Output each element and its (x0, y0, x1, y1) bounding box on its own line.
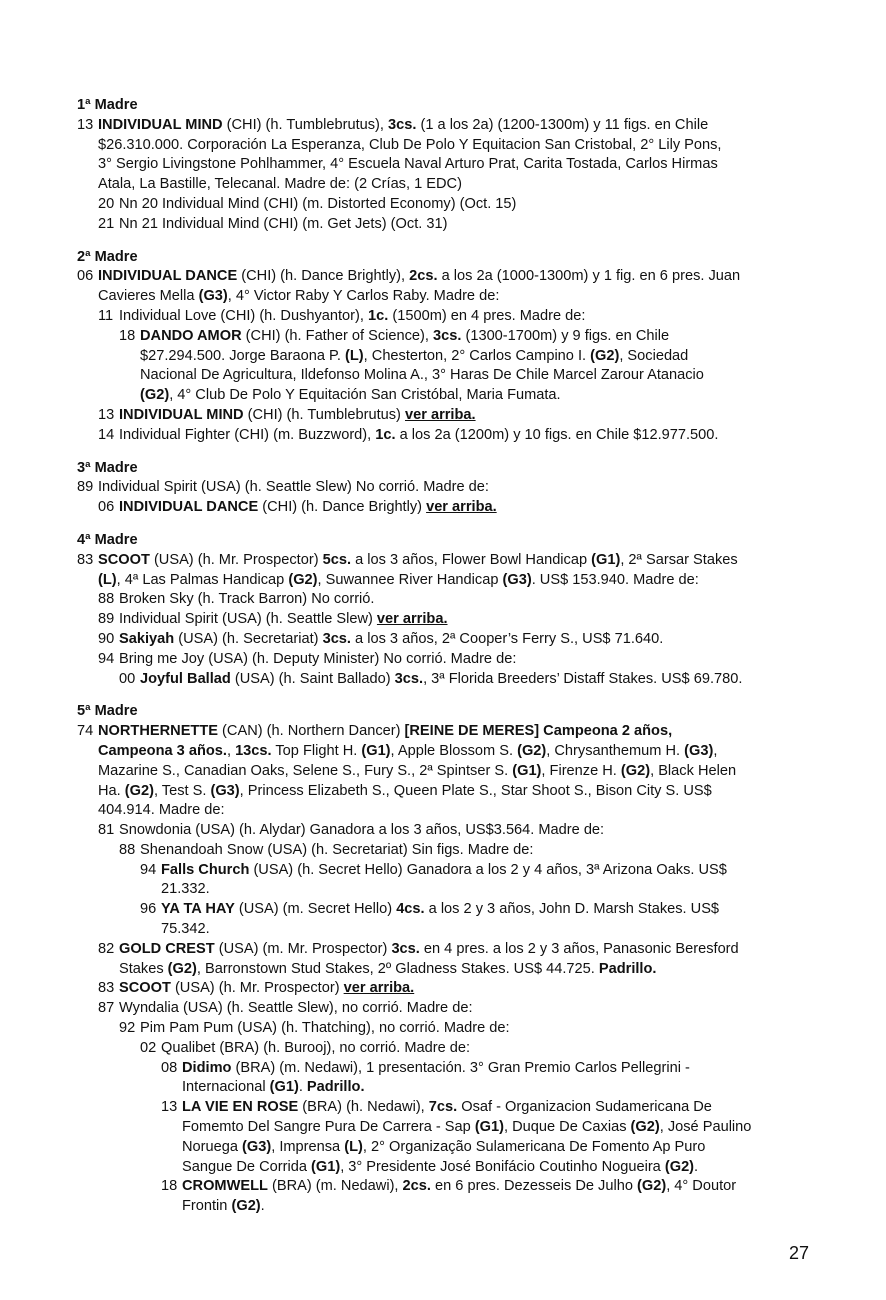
entry-line (98, 478, 817, 498)
bold-text: Joyful Ballad (140, 670, 231, 687)
text-run: Noruega (182, 1138, 243, 1155)
entry-text (98, 195, 817, 215)
text-run: Cavieres Mella (98, 288, 199, 305)
entry-line (119, 979, 817, 999)
pedigree-entry (98, 590, 817, 610)
pedigree-entry (161, 1177, 817, 1217)
text-run: , 2° Organização Sulamericana De Fomento Ap Puro (362, 1138, 706, 1155)
entry-text (98, 406, 817, 426)
entry-line (182, 1158, 817, 1178)
text-run: , Princess Elizabeth S., Queen Plate S., Star Shoot S., Bison City S. US$ (239, 782, 712, 799)
bold-text: CROMWELL (182, 1178, 268, 1195)
entry-line (119, 999, 817, 1019)
birth-year: 89 (77, 479, 94, 496)
entry-text (98, 610, 817, 630)
text-run: (USA) (m. Mr. Prospector) (214, 940, 392, 957)
text-run: Qualibet (BRA) (h. Burooj), no corrió. Madre de: (161, 1039, 471, 1056)
text-run: Frontin (182, 1198, 232, 1215)
text-run: Nn 20 Individual Mind (CHI) (m. Distorted Economy) (Oct. 15) (119, 195, 517, 212)
text-run: Broken Sky (h. Track Barron) No corrió. (119, 591, 375, 608)
entry-line (140, 1019, 817, 1039)
entry-line (140, 670, 817, 690)
bold-text: (L) (345, 347, 364, 364)
birth-year: 21 (98, 215, 115, 232)
pedigree-entry (77, 722, 817, 821)
text-run: a los 2a (1000-1300m) y 1 fig. en 6 pres. Juan (437, 268, 741, 285)
birth-year: 18 (161, 1178, 178, 1195)
entry-line (119, 610, 817, 630)
bold-text: (G3) (242, 1138, 272, 1155)
bold-text: 3cs. (388, 116, 417, 133)
pedigree-entry (140, 900, 817, 940)
entry-text (98, 940, 817, 980)
birth-year: 88 (98, 591, 115, 608)
pedigree-entry (98, 215, 817, 235)
text-run: , Imprensa (271, 1138, 345, 1155)
entry-line (140, 327, 817, 347)
text-run: , Suwannee River Handicap (317, 571, 503, 588)
bold-text: (G1) (591, 551, 621, 568)
birth-year: 13 (161, 1099, 178, 1116)
text-run: (USA) (h. Saint Ballado) (230, 670, 395, 687)
bold-text: 1c. (368, 307, 389, 324)
entry-line (119, 215, 817, 235)
pedigree-entry (77, 116, 817, 195)
entry-line (98, 782, 817, 802)
entry-line (140, 386, 817, 406)
bold-text: (G3) (684, 742, 714, 759)
bold-text: Didimo (182, 1059, 232, 1076)
text-run: , Sociedad (619, 347, 689, 364)
text-run: Stakes (119, 960, 168, 977)
bold-text: INDIVIDUAL MIND (119, 406, 244, 423)
section-heading: 1ª Madre (77, 97, 138, 113)
bold-text: (G2) (590, 347, 620, 364)
entry-line (119, 960, 817, 980)
entry-text (98, 821, 817, 841)
entry-text (161, 1059, 817, 1099)
text-run: , 3ª Florida Breeders’ Distaff Stakes. US$ 69.780. (423, 670, 743, 687)
text-run: (1500m) en 4 pres. Madre de: (388, 307, 586, 324)
text-run: (BRA) (h. Nedawi), (298, 1099, 429, 1116)
text-run: a los 2a (1200m) y 10 figs. en Chile $12.977.500. (395, 426, 719, 443)
pedigree-entry (140, 861, 817, 901)
birth-year: 11 (98, 307, 114, 324)
text-run: , 2ª Sarsar Stakes (620, 551, 738, 568)
text-run: , Black Helen (650, 762, 737, 779)
text-run: Top Flight H. (271, 742, 362, 759)
bold-text: 1c. (375, 426, 396, 443)
bold-text: 3cs. (391, 940, 420, 957)
entry-line (140, 841, 817, 861)
bold-text: (G2) (664, 1158, 695, 1175)
text-run: Internacional (182, 1079, 270, 1096)
entry-line (140, 366, 817, 386)
text-run: Individual Spirit (USA) (h. Seattle Slew) (119, 611, 377, 628)
birth-year: 94 (98, 650, 115, 667)
bold-text: 3cs. (433, 327, 462, 344)
entry-line (182, 1098, 817, 1118)
entry-text (98, 498, 817, 518)
birth-year: 06 (98, 499, 115, 516)
text-run: a los 3 años, 2ª Cooper’s Ferry S., US$ 71.640. (350, 630, 664, 647)
text-run: 3° Sergio Livingstone Pohlhammer, 4° Escuela Naval Arturo Prat, Carita Tostada, Carlos Hirmas (98, 156, 718, 173)
entry-text (98, 999, 817, 1019)
entry-line (119, 307, 817, 327)
text-run: . (694, 1158, 699, 1175)
bold-text: (G2) (167, 960, 197, 977)
bold-text: SCOOT (119, 980, 171, 997)
bold-text: 3cs. (322, 630, 351, 647)
birth-year: 83 (77, 551, 94, 568)
entry-line (98, 116, 817, 136)
entry-line (161, 920, 817, 940)
bold-text: INDIVIDUAL DANCE (119, 499, 259, 516)
text-run: a los 2 y 3 años, John D. Marsh Stakes. US$ (424, 901, 720, 918)
pedigree-entry (161, 1098, 817, 1177)
bold-text: (G2) (288, 571, 318, 588)
madre-section (77, 702, 817, 1217)
birth-year: 94 (140, 861, 157, 878)
bold-text: (G2) (140, 387, 170, 404)
entry-line (98, 551, 817, 571)
bold-text: (G2) (517, 742, 547, 759)
text-run: Fomemto Del Sangre Pura De Carrera - Sap (182, 1119, 475, 1136)
entry-text (98, 630, 817, 650)
text-run: (CHI) (h. Father of Science), (241, 327, 434, 344)
birth-year: 74 (77, 723, 94, 740)
entry-text (77, 722, 817, 821)
text-run: , José Paulino (659, 1119, 752, 1136)
bold-text: YA TA HAY (161, 901, 235, 918)
birth-year: 88 (119, 841, 136, 858)
text-run: , Barronstown Stud Stakes, 2º Gladness Stakes. US$ 44.725. (196, 960, 599, 977)
text-run: (USA) (h. Secretariat) (174, 630, 323, 647)
bold-text: (G2) (124, 782, 154, 799)
entry-line (161, 880, 817, 900)
ver-arriba-link[interactable]: ver arriba. (404, 406, 476, 423)
madre-section (77, 96, 817, 235)
text-run: (CHI) (h. Tumblebrutus), (222, 116, 389, 133)
bold-text: (G1) (311, 1158, 341, 1175)
text-run: , Chrysanthemum H. (546, 742, 685, 759)
entry-line (119, 940, 817, 960)
text-run: Nn 21 Individual Mind (CHI) (m. Get Jets) (Oct. 31) (119, 215, 448, 232)
pedigree-entry (98, 821, 817, 841)
pedigree-entry (98, 610, 817, 630)
birth-year: 87 (98, 1000, 115, 1017)
text-run: (USA) (h. Mr. Prospector) (149, 551, 323, 568)
text-run: (BRA) (m. Nedawi), (267, 1178, 403, 1195)
text-run: 404.914. Madre de: (98, 802, 225, 819)
entry-text (161, 1177, 817, 1217)
text-run: (CHI) (h. Dance Brightly) (258, 499, 427, 516)
text-run: $27.294.500. Jorge Baraona P. (140, 347, 346, 364)
text-run: , 4° Doutor (666, 1178, 737, 1195)
bold-text: INDIVIDUAL DANCE (98, 268, 238, 285)
birth-year: 90 (98, 630, 115, 647)
entry-line (119, 498, 817, 518)
text-run: . (298, 1079, 307, 1096)
entry-line (140, 347, 817, 367)
entry-line (98, 175, 817, 195)
bold-text: Falls Church (161, 861, 250, 878)
entry-text (119, 1019, 817, 1039)
pedigree-entry (98, 406, 817, 426)
entry-text (98, 590, 817, 610)
bold-text: LA VIE EN ROSE (182, 1099, 299, 1116)
entry-line (182, 1138, 817, 1158)
text-run: (CAN) (h. Northern Dancer) (218, 723, 405, 740)
section-heading: 2ª Madre (77, 248, 138, 265)
text-run: , Firenze H. (541, 762, 621, 779)
text-run: Snowdonia (USA) (h. Alydar) Ganadora a los 3 años, US$3.564. Madre de: (119, 822, 605, 839)
bold-text: (G3) (210, 782, 240, 799)
text-run: $26.310.000. Corporación La Esperanza, Club De Polo Y Equitacion San Cristobal, 2° Lily Pons, (98, 136, 722, 153)
entry-line (98, 287, 817, 307)
text-run: en 4 pres. a los 2 y 3 años, Panasonic Beresford (419, 940, 739, 957)
entry-line (98, 801, 817, 821)
entry-line (119, 426, 817, 446)
text-run: Osaf - Organizacion Sudamericana De (457, 1099, 712, 1116)
entry-line (98, 267, 817, 287)
entry-line (119, 590, 817, 610)
birth-year: 89 (98, 611, 115, 628)
entry-line (98, 571, 817, 591)
bold-text: 13cs. (235, 742, 272, 759)
text-run: Ha. (98, 782, 125, 799)
text-run: (1300-1700m) y 9 figs. en Chile (461, 327, 670, 344)
bold-text: 2cs. (409, 268, 438, 285)
entry-line (98, 742, 817, 762)
entry-text (77, 478, 817, 498)
pedigree-entry (98, 940, 817, 980)
pedigree-entry (119, 327, 817, 406)
entry-text (140, 1039, 817, 1059)
entry-text (77, 267, 817, 307)
bold-text: Padrillo. (598, 960, 657, 977)
entry-line (119, 821, 817, 841)
page-number: 27 (789, 1243, 810, 1263)
entry-line (161, 1039, 817, 1059)
entry-line (119, 406, 817, 426)
birth-year: 08 (161, 1059, 178, 1076)
entry-line (119, 630, 817, 650)
text-run: (CHI) (h. Dance Brightly), (237, 268, 410, 285)
bold-text: SCOOT (98, 551, 150, 568)
pedigree-entry (98, 426, 817, 446)
birth-year: 13 (98, 406, 115, 423)
entry-text (119, 327, 817, 406)
text-run: a los 3 años, Flower Bowl Handicap (351, 551, 592, 568)
entry-line (182, 1118, 817, 1138)
text-run: (USA) (h. Mr. Prospector) (170, 980, 344, 997)
madre-section (77, 459, 817, 518)
bold-text: (G2) (630, 1119, 660, 1136)
text-run: , (713, 742, 718, 759)
bold-text: (G1) (361, 742, 391, 759)
entry-text (119, 841, 817, 861)
entry-text (140, 861, 817, 901)
text-run: Individual Fighter (CHI) (m. Buzzword), (119, 426, 376, 443)
bold-text: INDIVIDUAL MIND (98, 116, 223, 133)
bold-text: 5cs. (322, 551, 352, 568)
pedigree-entry (98, 979, 817, 999)
entry-text (119, 670, 817, 690)
bold-text: 2cs. (402, 1178, 431, 1195)
entry-text (98, 426, 817, 446)
text-run: , Apple Blossom S. (390, 742, 518, 759)
entry-line (182, 1078, 817, 1098)
entry-line (182, 1177, 817, 1197)
ver-arriba-link[interactable]: ver arriba. (426, 499, 497, 516)
text-run: (BRA) (m. Nedawi), 1 presentación. 3° Gran Premio Carlos Pellegrini - (231, 1059, 690, 1076)
entry-line (182, 1197, 817, 1217)
ver-arriba-link[interactable]: ver arriba. (376, 611, 448, 628)
birth-year: 14 (98, 426, 115, 443)
pedigree-entry (98, 630, 817, 650)
entry-line (161, 900, 817, 920)
entry-text (77, 551, 817, 591)
text-run: (CHI) (h. Tumblebrutus) (243, 406, 405, 423)
text-run: , Duque De Caxias (504, 1119, 631, 1136)
text-run: , 4° Victor Raby Y Carlos Raby. Madre de: (227, 288, 500, 305)
text-run: Atala, La Bastille, Telecanal. Madre de: (2 Crías, 1 EDC) (98, 176, 462, 193)
pedigree-entry (77, 551, 817, 591)
entry-line (182, 1059, 817, 1079)
text-run: Individual Love (CHI) (h. Dushyantor), (119, 307, 369, 324)
section-heading: 5ª Madre (77, 703, 138, 720)
text-run: . US$ 153.940. Madre de: (531, 571, 699, 588)
entry-line (98, 136, 817, 156)
text-run: (USA) (m. Secret Hello) (234, 901, 397, 918)
pedigree-entry (98, 498, 817, 518)
entry-text (98, 307, 817, 327)
text-run: Wyndalia (USA) (h. Seattle Slew), no corrió. Madre de: (119, 1000, 473, 1017)
entry-text (98, 979, 817, 999)
birth-year: 18 (119, 327, 136, 344)
text-run: , 4° Club De Polo Y Equitación San Cristóbal, Maria Fumata. (169, 387, 561, 404)
entry-line (119, 650, 817, 670)
text-run: Mazarine S., Canadian Oaks, Selene S., Fury S., 2ª Spintser S. (98, 762, 513, 779)
text-run: Sangue De Corrida (182, 1158, 311, 1175)
text-run: Pim Pam Pum (USA) (h. Thatching), no corrió. Madre de: (140, 1020, 510, 1037)
pedigree-entry (77, 478, 817, 498)
text-run: Bring me Joy (USA) (h. Deputy Minister) No corrió. Madre de: (119, 650, 517, 667)
bold-text: Padrillo. (306, 1079, 365, 1096)
bold-text: 3cs. (394, 670, 424, 687)
text-run: , 4ª Las Palmas Handicap (116, 571, 289, 588)
entry-text (98, 215, 817, 235)
text-run: (USA) (h. Secret Hello) Ganadora a los 2 y 4 años, 3ª Arizona Oaks. US$ (249, 861, 727, 878)
text-run: (1 a los 2a) (1200-1300m) y 11 figs. en Chile (416, 116, 709, 133)
text-run: , (226, 742, 236, 759)
birth-year: 13 (77, 116, 94, 133)
text-run: Nacional De Agricultura, Ildefonso Molina A., 3° Haras De Chile Marcel Zarour Atanacio (140, 367, 704, 384)
pedigree-entry (98, 307, 817, 327)
entry-line (119, 195, 817, 215)
bold-text: 7cs. (428, 1099, 458, 1116)
madre-section (77, 248, 817, 446)
bold-text: 4cs. (396, 901, 425, 918)
section-heading: 4ª Madre (77, 531, 138, 548)
bold-text: (G2) (231, 1198, 261, 1215)
pedigree-entry (119, 841, 817, 861)
pedigree-entry (140, 1039, 817, 1059)
bold-text: Campeona 3 años. (98, 742, 227, 759)
birth-year: 92 (119, 1020, 136, 1037)
bold-text: (G2) (637, 1178, 667, 1195)
birth-year: 06 (77, 268, 94, 285)
pedigree-entry (161, 1059, 817, 1099)
bold-text: NORTHERNETTE (98, 723, 218, 740)
birth-year: 00 (119, 670, 136, 687)
birth-year: 02 (140, 1039, 157, 1056)
bold-text: Sakiyah (119, 630, 175, 647)
text-run: 75.342. (161, 921, 210, 938)
entry-text (77, 116, 817, 195)
bold-text: [REINE DE MERES] Campeona 2 años, (404, 723, 673, 740)
bold-text: GOLD CREST (119, 940, 215, 957)
text-run: Individual Spirit (USA) (h. Seattle Slew) No corrió. Madre de: (98, 479, 489, 496)
text-run: , Chesterton, 2° Carlos Campino I. (363, 347, 591, 364)
pedigree-entry (77, 267, 817, 307)
text-run: , Test S. (153, 782, 211, 799)
bold-text: (G3) (502, 571, 532, 588)
entry-line (98, 762, 817, 782)
pedigree-entry (98, 650, 817, 670)
birth-year: 81 (98, 822, 115, 839)
entry-text (98, 650, 817, 670)
bold-text: DANDO AMOR (140, 327, 242, 344)
birth-year: 83 (98, 980, 115, 997)
entry-line (98, 155, 817, 175)
madre-section (77, 531, 817, 689)
birth-year: 82 (98, 940, 115, 957)
birth-year: 96 (140, 901, 157, 918)
bold-text: (L) (98, 571, 117, 588)
bold-text: (G1) (512, 762, 542, 779)
text-run: . (260, 1198, 265, 1215)
text-run: , 3° Presidente José Bonifácio Coutinho Nogueira (340, 1158, 665, 1175)
pedigree-document (77, 96, 817, 1230)
section-heading: 3ª Madre (77, 459, 138, 476)
bold-text: (G1) (474, 1119, 504, 1136)
entry-text (161, 1098, 817, 1177)
pedigree-entry (98, 195, 817, 215)
birth-year: 20 (98, 195, 115, 212)
bold-text: (L) (344, 1138, 363, 1155)
text-run: Shenandoah Snow (USA) (h. Secretariat) Sin figs. Madre de: (140, 841, 534, 858)
pedigree-entry (98, 999, 817, 1019)
bold-text: (G1) (269, 1079, 299, 1096)
text-run: 21.332. (161, 881, 210, 898)
entry-line (161, 861, 817, 881)
pedigree-entry (119, 670, 817, 690)
pedigree-entry (119, 1019, 817, 1039)
bold-text: (G3) (198, 288, 228, 305)
text-run: en 6 pres. Dezesseis De Julho (430, 1178, 637, 1195)
entry-line (98, 722, 817, 742)
entry-text (140, 900, 817, 940)
bold-text: (G2) (620, 762, 651, 779)
ver-arriba-link[interactable]: ver arriba. (343, 980, 415, 997)
